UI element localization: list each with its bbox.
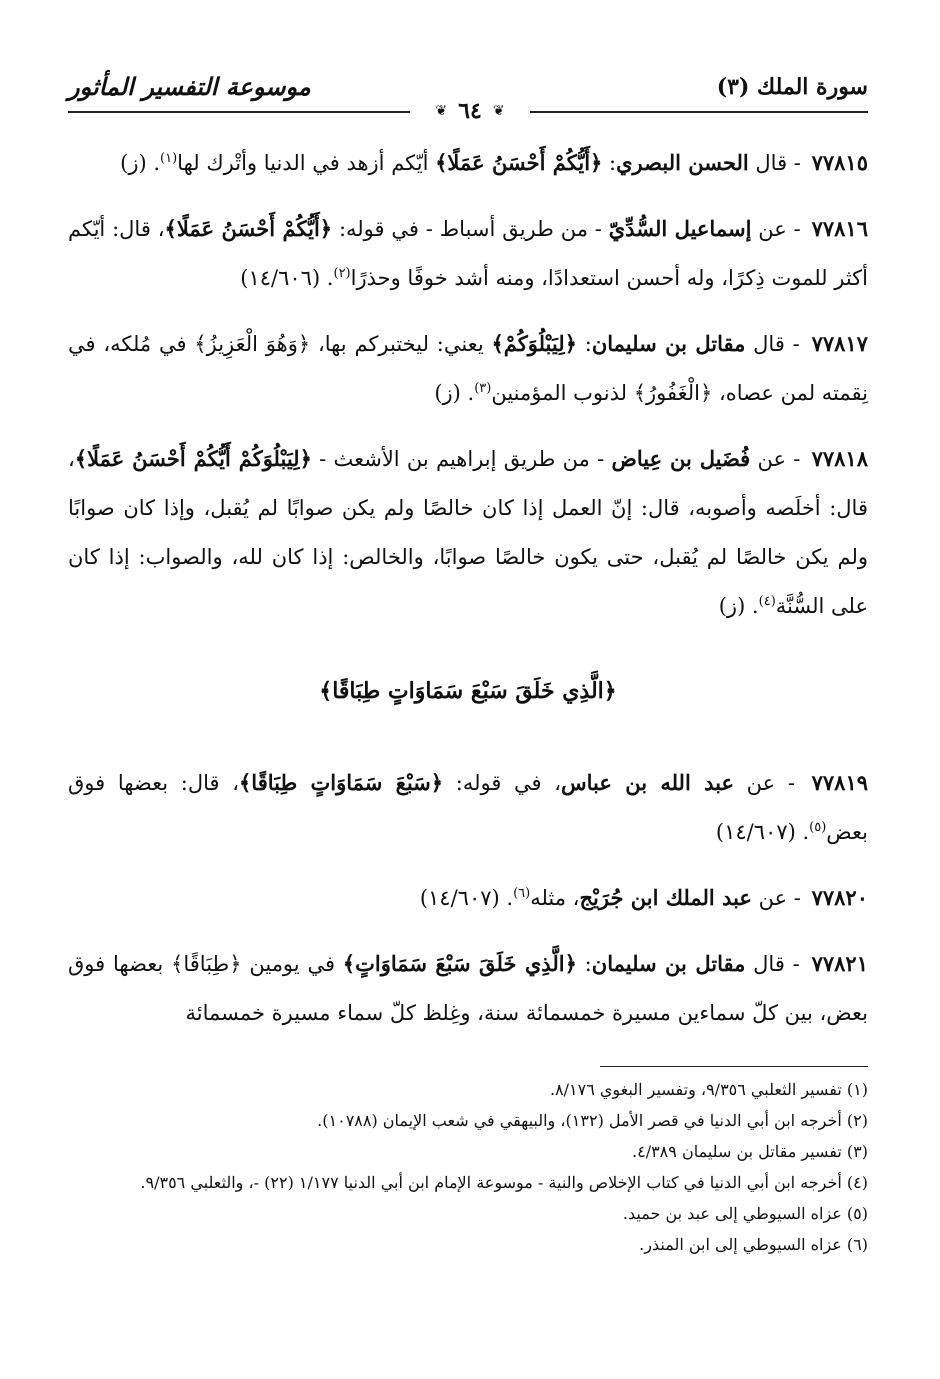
- narrator-name: عبد الملك ابن جُرَيْج: [579, 885, 752, 910]
- narration-context: ، في قوله:: [443, 771, 562, 795]
- page-number: ٦٤: [458, 98, 482, 124]
- narration-number: ٧٧٨١٨: [811, 446, 868, 471]
- footnote: (٥) عزاه السيوطي إلى عبد بن حميد.: [622, 1204, 868, 1223]
- narration-entry: [68, 204, 868, 303]
- narration-intro: - عن: [750, 447, 801, 471]
- narrator-name: عبد الله بن عباس: [561, 770, 734, 795]
- source-ref: . (١٤/٦٠٦): [240, 266, 334, 290]
- footnote: (١) تفسير الثعلبي ٩/٣٥٦، وتفسير البغوي ٨/١٧٦.: [549, 1080, 868, 1099]
- narration-number: ٧٧٨١٥: [811, 150, 868, 175]
- narration-intro: - عن: [751, 886, 801, 910]
- verse-heading: ﴿الَّذِي خَلَقَ سَبْعَ سَمَاوَاتٍ طِبَاقًا﴾: [319, 678, 617, 704]
- narration-entry: [68, 939, 868, 1038]
- footnote: (٤) أخرجه ابن أبي الدنيا في كتاب الإخلاص والنية - موسوعة الإمام ابن أبي الدنيا ١/١٧٧ (٢٢) -، والثعلبي ٩/٣٥٦.: [140, 1173, 868, 1192]
- narration-intro: - قال: [748, 151, 801, 175]
- source-ref: . (ز): [434, 381, 475, 405]
- narration-context: :: [602, 151, 617, 175]
- narration-number: ٧٧٨١٦: [811, 216, 868, 241]
- narration-number: ٧٧٨٢١: [811, 951, 868, 976]
- narrator-name: إسماعيل السُّدِّيّ: [608, 216, 752, 241]
- narration-context: :: [576, 952, 592, 976]
- footnote: (٣) تفسير مقاتل بن سليمان ٤/٣٨٩.: [632, 1142, 868, 1161]
- narration-text: ، قال: أيّكم أكثر للموت ذِكرًا، وله أحسن استعدادًا، ومنه أشد خوفًا وحذرًا: [68, 217, 868, 290]
- footnote-separator: [600, 1066, 868, 1067]
- narration-entry: [68, 434, 868, 631]
- narration-context: - من طريق أسباط - في قوله:: [332, 217, 609, 241]
- narration-number: ٧٧٨١٩: [811, 770, 869, 795]
- narration-intro: - قال: [745, 952, 800, 976]
- narration-entry: [68, 138, 868, 188]
- narrator-name: مقاتل بن سليمان: [591, 331, 746, 356]
- footnote-ref[interactable]: (٥): [809, 820, 827, 835]
- footnote: (٦) عزاه السيوطي إلى ابن المنذر.: [639, 1235, 868, 1254]
- narration-text: في يومين ﴿طِبَاقًا﴾ بعضها فوق بعض، بين كلّ سماءين مسيرة خمسمائة سنة، وغِلظ كلّ سماء مسيرة خمسمائة: [68, 952, 868, 1025]
- narrator-name: فُضَيل بن عِياض: [611, 446, 751, 471]
- book-title: موسوعة التفسير المأثور: [68, 72, 311, 101]
- narration-context: :: [576, 332, 592, 356]
- narration-text: يعني: ليختبركم بها، ﴿وَهُوَ الْعَزِيزُ﴾ في مُلكه، في نِقمته لمن عصاه، ﴿الْغَفُورُ﴾ لذنوب المؤمنين: [68, 332, 868, 405]
- quran-quote: ﴿أَيُّكُمْ أَحْسَنُ عَمَلًا﴾: [164, 216, 333, 241]
- main-text: [68, 138, 868, 1054]
- ornament-right-icon: ❦: [492, 103, 505, 119]
- narration-text: ، قال: أخلَصه وأصوبه، قال: إنّ العمل إذا كان خالصًا ولم يكن صوابًا لم يُقبل، وإذا كان صوابًا ولم يكن خالصًا لم يُقبل، حتى يكون خالصًا صوابًا، والخالص: إذا كان لله، والصواب: إذا كان على السُّنَّة: [68, 447, 869, 618]
- footnote-ref[interactable]: (٣): [474, 381, 492, 396]
- footnote: (٢) أخرجه ابن أبي الدنيا في قصر الأمل (١٣٢)، والبيهقي في شعب الإيمان (١٠٧٨٨).: [317, 1111, 868, 1130]
- source-ref: . (ز): [120, 151, 161, 175]
- narration-context: ،: [566, 886, 580, 910]
- footnotes: [68, 1074, 868, 1260]
- narration-entry: [68, 758, 868, 857]
- narrator-name: مقاتل بن سليمان: [591, 951, 746, 976]
- page-number-block: [410, 98, 530, 128]
- quran-quote: ﴿الَّذِي خَلَقَ سَبْعَ سَمَاوَاتٍ﴾: [342, 951, 577, 976]
- narration-entry: [68, 319, 868, 418]
- narration-intro: - قال: [745, 332, 800, 356]
- quran-quote: ﴿سَبْعَ سَمَاوَاتٍ طِبَاقًا﴾: [238, 770, 444, 795]
- narration-context: - من طريق إبراهيم بن الأشعث -: [311, 447, 612, 471]
- footnote-ref[interactable]: (٦): [513, 886, 531, 901]
- quran-quote: ﴿أَيُّكُمْ أَحْسَنُ عَمَلًا﴾: [435, 150, 603, 175]
- narration-entry: [68, 873, 868, 923]
- narration-intro: - عن: [751, 217, 801, 241]
- narrator-name: الحسن البصري: [616, 150, 749, 175]
- narration-number: ٧٧٨١٧: [811, 331, 868, 356]
- footnote-ref[interactable]: (١): [160, 151, 178, 166]
- source-ref: . (١٤/٦٠٧): [419, 886, 514, 910]
- footnote-ref[interactable]: (٢): [333, 266, 351, 281]
- source-ref: . (١٤/٦٠٧): [715, 820, 810, 844]
- narration-number: ٧٧٨٢٠: [811, 885, 868, 910]
- footnote-ref[interactable]: (٤): [758, 594, 776, 609]
- narration-text: أيّكم أزهد في الدنيا وأتْرك لها: [177, 151, 436, 175]
- narration-text: مثله: [530, 886, 566, 910]
- narration-text: ، قال: بعضها فوق بعض: [68, 771, 868, 844]
- surah-title: سورة الملك (٣): [716, 74, 868, 100]
- ornament-left-icon: ❦: [435, 103, 448, 119]
- narration-intro: - عن: [733, 771, 795, 795]
- quran-quote: ﴿لِيَبْلُوَكُمْ﴾: [491, 331, 577, 356]
- source-ref: . (ز): [718, 594, 759, 618]
- quran-quote: ﴿لِيَبْلُوَكُمْ أَيُّكُمْ أَحْسَنُ عَمَلًا﴾: [74, 446, 312, 471]
